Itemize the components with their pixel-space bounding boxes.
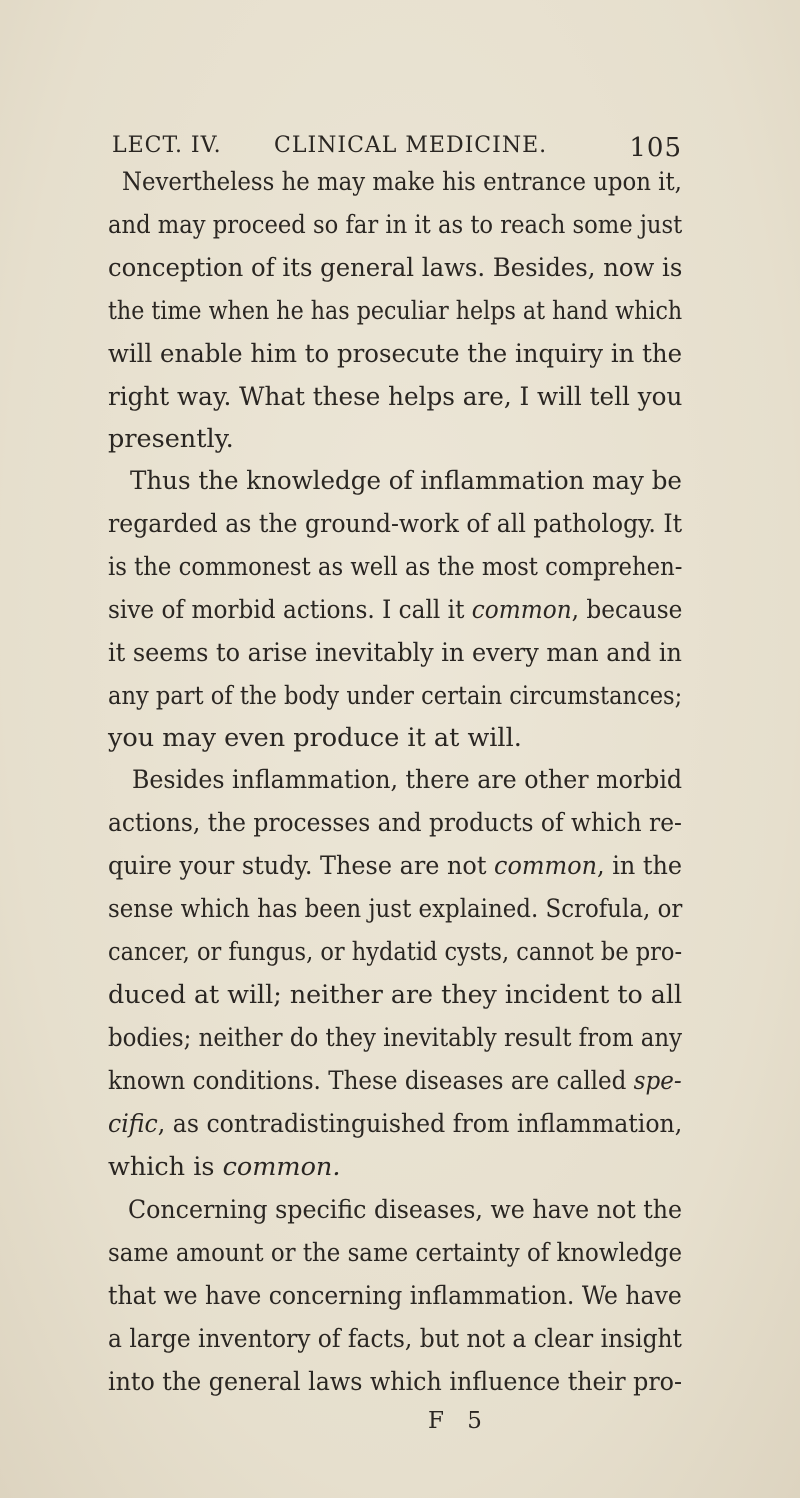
text-line: duced at will; neither are they incident to all xyxy=(108,980,683,1010)
text-line: Nevertheless he may make his entrance upon it, xyxy=(122,167,682,197)
text-line: Thus the knowledge of inflammation may be xyxy=(130,466,682,496)
signature-mark: F 5 xyxy=(428,1408,490,1434)
text-line: into the general laws which influence their pro- xyxy=(108,1367,683,1397)
text-line: is the commonest as well as the most comprehen- xyxy=(108,552,683,582)
running-title: CLINICAL MEDICINE. xyxy=(274,133,548,158)
text-line: actions, the processes and products of which re- xyxy=(108,808,682,838)
lecture-label: LECT. IV. xyxy=(112,133,222,158)
text-line: and may proceed so far in it as to reach some just xyxy=(108,210,683,240)
text-line: that we have concerning inflammation. We have xyxy=(108,1281,682,1311)
text-line: presently. xyxy=(108,424,234,454)
text-line: known conditions. These diseases are called spe- xyxy=(108,1066,682,1096)
text-line: same amount or the same certainty of knowledge xyxy=(108,1238,683,1268)
text-line: you may even produce it at will. xyxy=(108,723,522,753)
text-line: sense which has been just explained. Scrofula, or xyxy=(108,894,683,924)
text-line: a large inventory of facts, but not a clear insight xyxy=(108,1324,682,1354)
text-line: sive of morbid actions. I call it common, because xyxy=(108,595,683,625)
page-number: 105 xyxy=(629,133,682,163)
running-header xyxy=(112,133,682,169)
text-line: any part of the body under certain circumstances; xyxy=(108,681,683,711)
text-line: it seems to arise inevitably in every man and in xyxy=(108,638,682,668)
text-line: cancer, or fungus, or hydatid cysts, cannot be pro- xyxy=(108,937,683,967)
text-line: which is common. xyxy=(108,1152,341,1182)
text-line: Concerning specific diseases, we have not the xyxy=(128,1195,683,1225)
text-line: quire your study. These are not common, in the xyxy=(108,851,683,881)
text-line: will enable him to prosecute the inquiry in the xyxy=(108,339,683,369)
text-line: the time when he has peculiar helps at hand which xyxy=(108,296,683,326)
text-line: cific, as contradistinguished from inflammation, xyxy=(108,1109,683,1139)
text-line: Besides inflammation, there are other morbid xyxy=(132,765,683,795)
text-line: right way. What these helps are, I will tell you xyxy=(108,382,683,412)
text-line: conception of its general laws. Besides, now is xyxy=(108,253,683,283)
text-line: bodies; neither do they inevitably result from any xyxy=(108,1023,683,1053)
text-line: regarded as the ground-work of all pathology. It xyxy=(108,509,683,539)
